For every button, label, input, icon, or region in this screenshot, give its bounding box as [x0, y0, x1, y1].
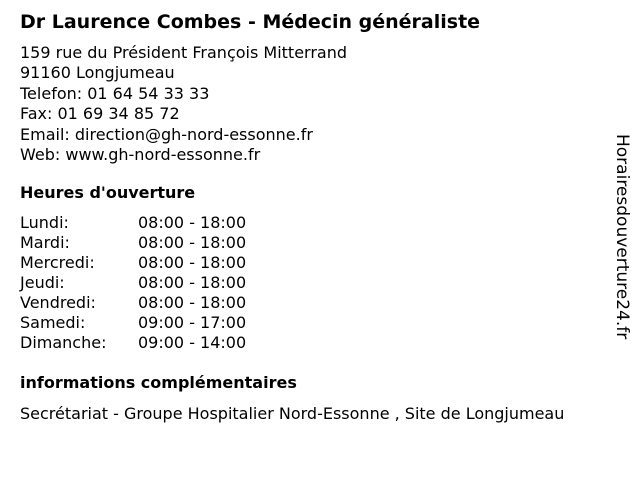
additional-info-text: Secrétariat - Groupe Hospitalier Nord-Essonne , Site de Longjumeau [20, 404, 565, 423]
opening-hours-heading: Heures d'ouverture [20, 183, 196, 202]
additional-info-heading: informations complémentaires [20, 373, 297, 392]
hours-row-tuesday [20, 233, 280, 253]
hours-row-thursday [20, 273, 280, 293]
opening-hours-table [20, 213, 280, 353]
email-address: Email: direction@gh-nord-essonne.fr [20, 124, 313, 144]
day-hours: 08:00 - 18:00 [138, 253, 247, 272]
site-watermark: Horairesdouverture24.fr [612, 134, 632, 340]
day-hours: 09:00 - 14:00 [138, 333, 247, 352]
hours-row-friday [20, 293, 280, 313]
page-title: Dr Laurence Combes - Médecin généraliste [20, 11, 481, 33]
website: Web: www.gh-nord-essonne.fr [20, 144, 261, 164]
day-hours: 08:00 - 18:00 [138, 213, 247, 232]
day-hours: 08:00 - 18:00 [138, 233, 247, 252]
hours-row-sunday [20, 333, 280, 353]
day-label: Dimanche: [20, 333, 107, 352]
address-city: 91160 Longjumeau [20, 63, 175, 83]
day-label: Lundi: [20, 213, 69, 232]
hours-row-monday [20, 213, 280, 233]
fax-number: Fax: 01 69 34 85 72 [20, 104, 180, 124]
address-street: 159 rue du Président François Mitterrand [20, 43, 348, 62]
day-label: Mardi: [20, 233, 70, 252]
day-hours: 09:00 - 17:00 [138, 313, 247, 332]
day-label: Mercredi: [20, 253, 95, 272]
day-label: Jeudi: [20, 273, 65, 292]
phone-number: Telefon: 01 64 54 33 33 [20, 83, 210, 103]
hours-row-wednesday [20, 253, 280, 273]
hours-row-saturday [20, 313, 280, 333]
day-hours: 08:00 - 18:00 [138, 273, 247, 292]
contact-block [20, 43, 347, 165]
day-hours: 08:00 - 18:00 [138, 293, 247, 312]
day-label: Samedi: [20, 313, 86, 332]
day-label: Vendredi: [20, 293, 96, 312]
